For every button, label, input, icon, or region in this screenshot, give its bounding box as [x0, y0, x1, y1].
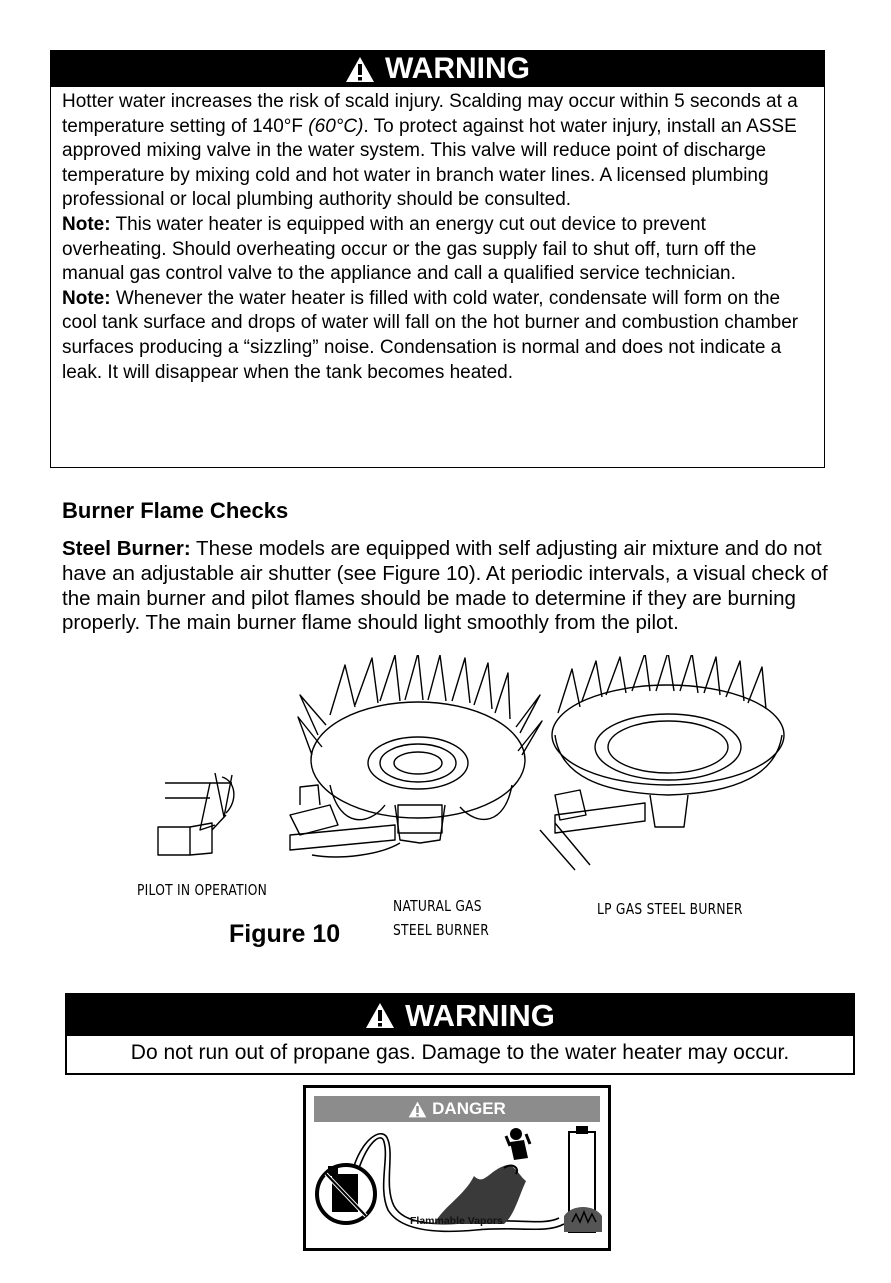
caption-lp-gas: LP GAS STEEL BURNER	[597, 900, 743, 918]
no-gas-can-icon	[317, 1165, 375, 1223]
note-label: Note:	[62, 287, 111, 309]
warning-triangle-icon	[345, 56, 375, 83]
warning-title: WARNING	[385, 52, 530, 85]
scald-warning-box	[50, 50, 825, 468]
flammable-vapors-label: Flammable Vapors	[410, 1215, 503, 1227]
water-heater-icon	[564, 1126, 602, 1232]
scald-paragraph	[62, 90, 814, 213]
note-overheating	[62, 213, 814, 287]
person-icon	[506, 1128, 530, 1160]
warning-triangle-icon	[365, 1002, 395, 1029]
danger-label	[303, 1085, 611, 1251]
propane-warning-text: Do not run out of propane gas. Damage to the water heater may occur.	[130, 1041, 790, 1064]
pilot-flame-illustration	[158, 773, 234, 855]
caption-natural-gas-line1: NATURAL GAS	[393, 897, 482, 915]
figure-10	[0, 655, 891, 955]
steel-burner-label: Steel Burner:	[62, 537, 191, 560]
danger-header	[314, 1096, 600, 1122]
warning-title: WARNING	[405, 997, 555, 1033]
lp-gas-burner-illustration	[540, 655, 784, 870]
figure-title: Figure 10	[229, 920, 341, 948]
section-title: Burner Flame Checks	[62, 498, 289, 523]
note-condensation	[62, 287, 814, 385]
scald-text: Hotter water increases the risk of scald injury. Scalding may occur within 5 seconds at a temperature setting of 140°F	[62, 91, 798, 137]
warning-header	[67, 995, 853, 1036]
note-label: Note:	[62, 213, 111, 235]
warning-triangle-icon	[408, 1101, 427, 1118]
danger-title: DANGER	[432, 1099, 506, 1118]
note-text: Whenever the water heater is filled with cold water, condensate will form on the cool tank surface and drops of water will fall on the hot burner and combustion chamber surfaces producing a “sizzling” noise. Condensation is normal and does not indicate a leak. It will disappear when the tank becomes heated.	[62, 287, 799, 383]
steel-burner-text: These models are equipped with self adjusting air mixture and do not have an adjustable air shutter (see Figure 10). At periodic intervals, a visual check of the main burner and pilot flames should be made to determine if they are burning properly. The main burner flame should light smoothly from the pilot.	[62, 537, 828, 635]
caption-natural-gas-line2: STEEL BURNER	[393, 921, 490, 939]
steel-burner-paragraph	[62, 537, 857, 636]
caption-pilot: PILOT IN OPERATION	[137, 881, 268, 899]
scald-text-continued: . To protect against hot water injury, install an ASSE approved mixing valve in the water system. This valve will reduce point of discharge temperature by mixing cold and hot water in branch water lines. A licensed plumbing professional or local plumbing authority should be consulted.	[62, 115, 797, 211]
gas-can-label: FLAMMABLE	[322, 1228, 354, 1234]
note-text: This water heater is equipped with an energy cut out device to prevent overheating. Should overheating occur or the gas supply fail to shut off, turn off the manual gas control valve to the appliance and call a qualified service technician.	[62, 213, 757, 285]
warning-header	[51, 51, 824, 87]
propane-warning-box	[65, 993, 855, 1075]
natural-gas-burner-illustration	[290, 655, 542, 857]
temperature-celsius: (60°C)	[308, 115, 364, 137]
warning-body	[51, 87, 824, 385]
